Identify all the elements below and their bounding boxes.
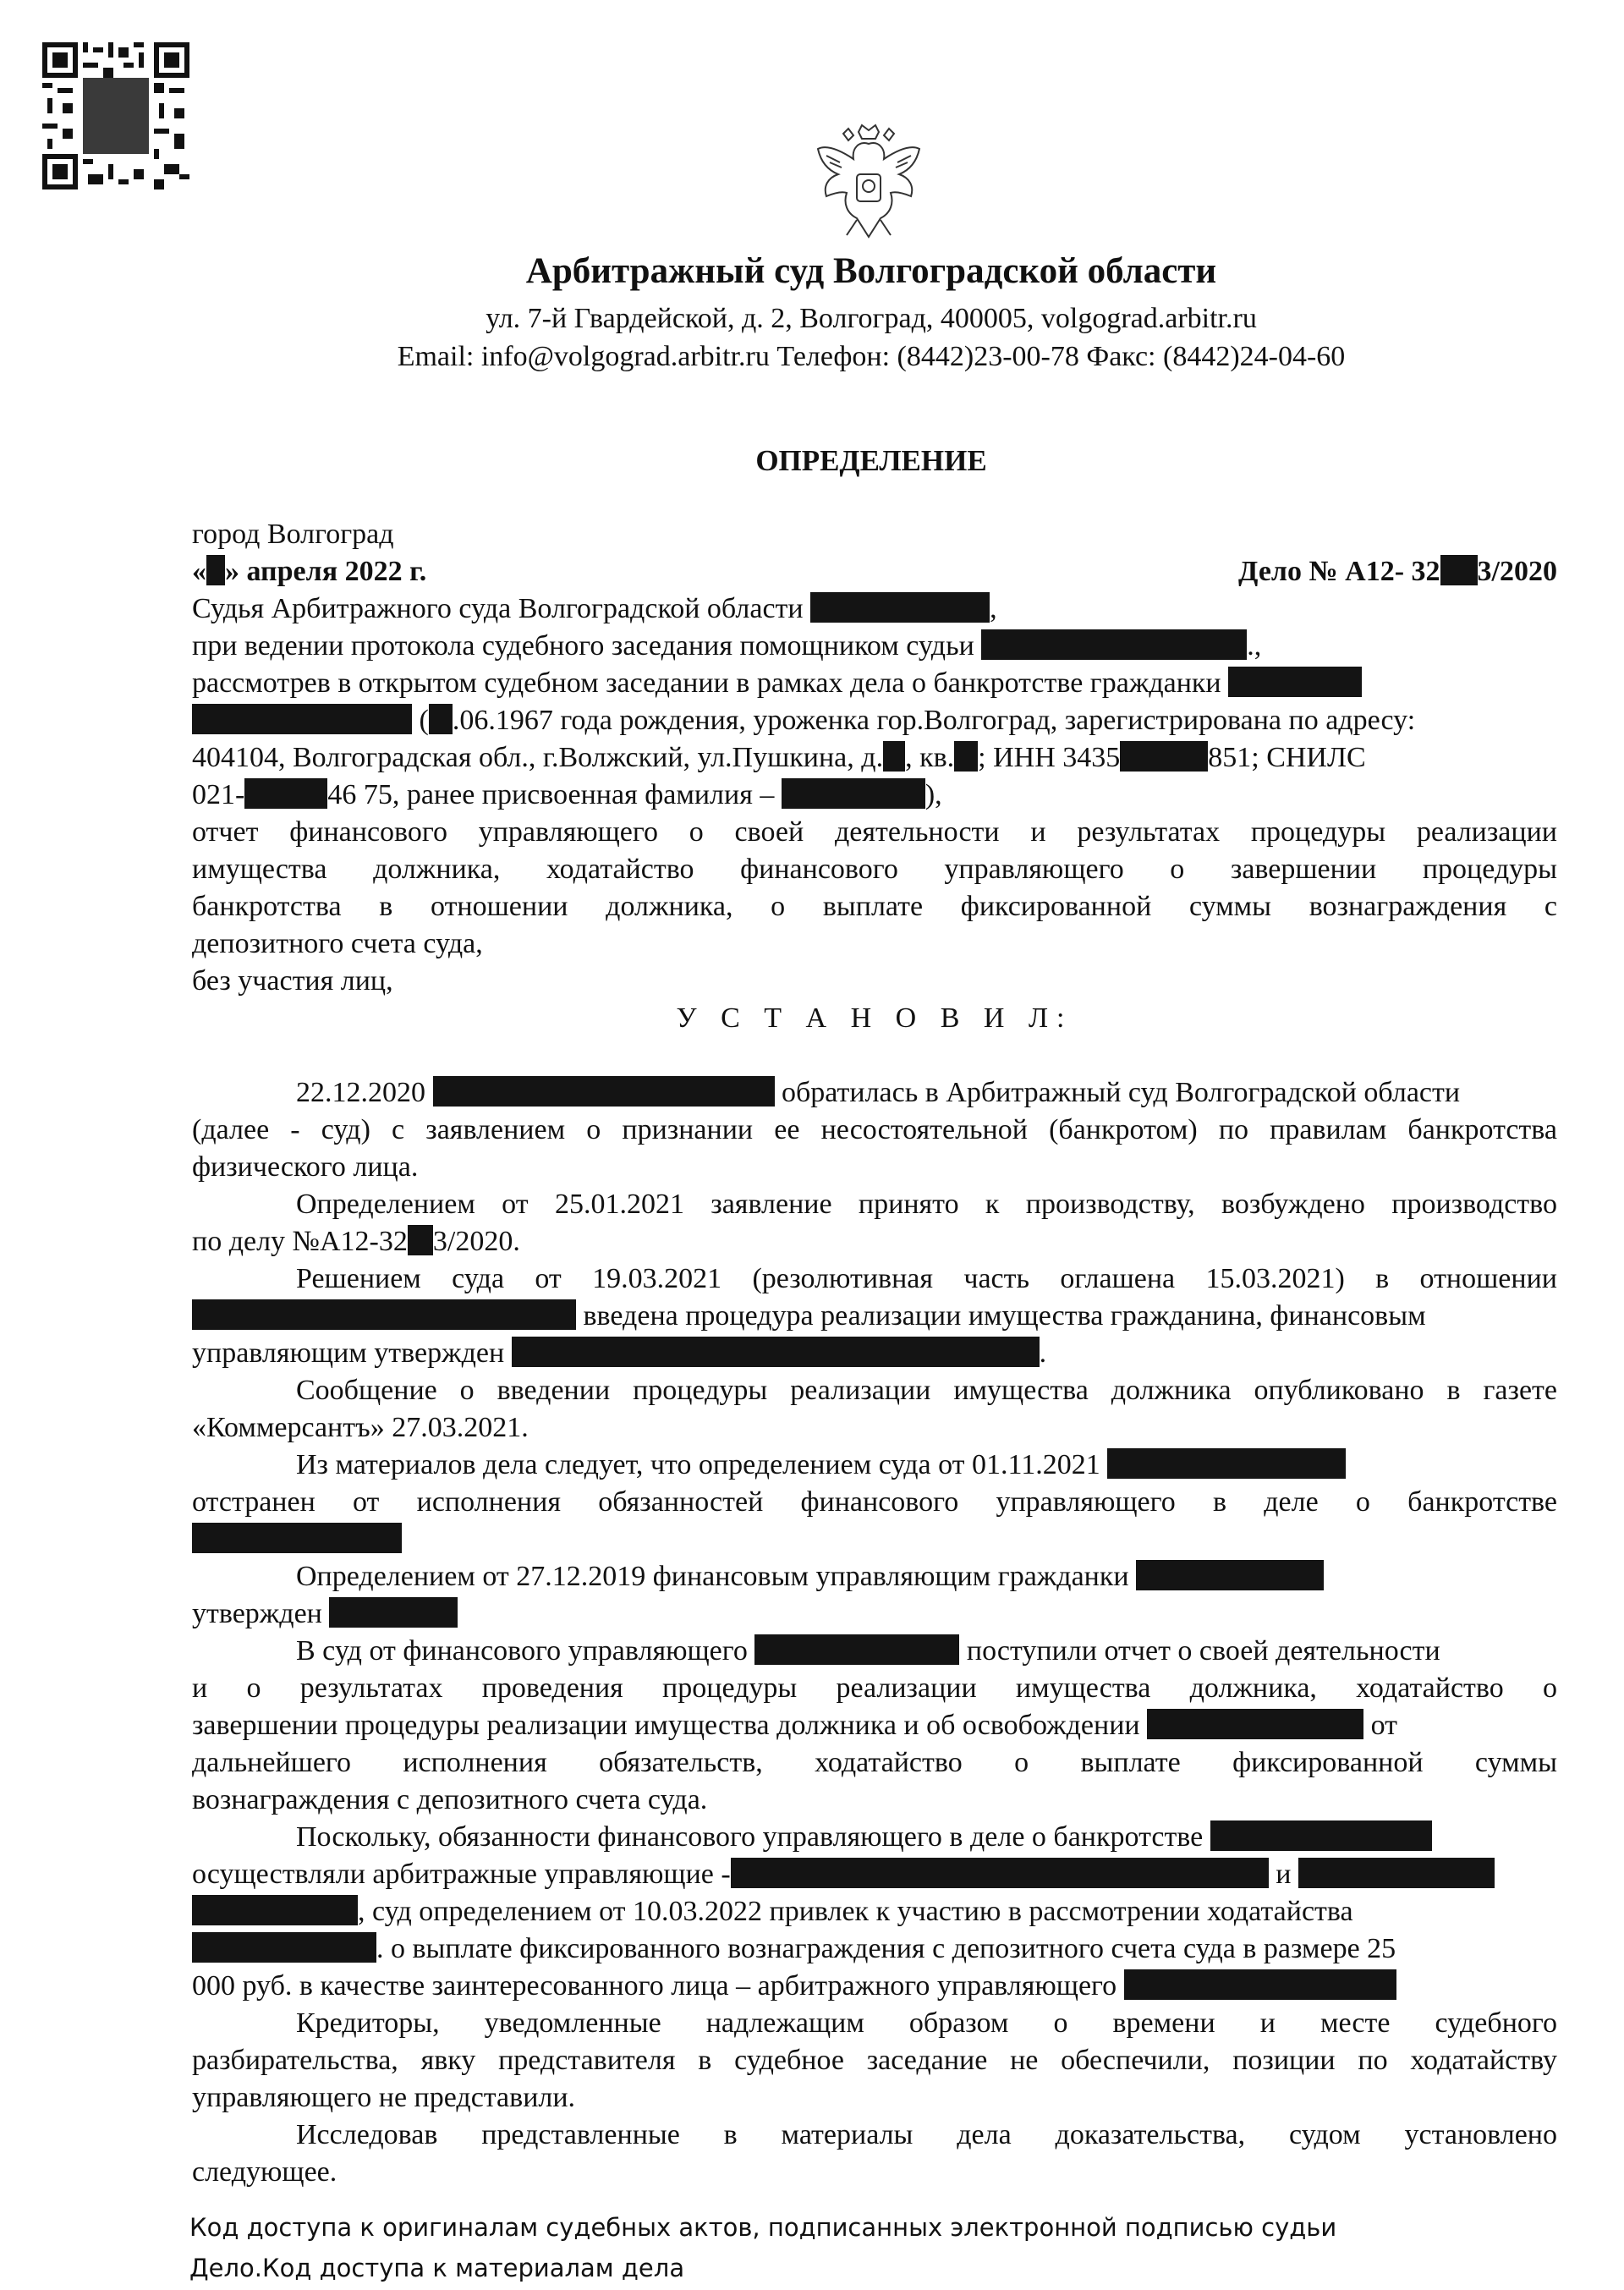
case-number: Дело № А12- 32 3/2020	[1238, 556, 1557, 587]
redaction	[192, 704, 412, 734]
redaction	[429, 704, 453, 734]
intro-line: без участия лиц,	[192, 965, 393, 997]
paragraph-line: 22.12.2020 обратилась в Арбитражный суд Волгоградской области	[296, 1077, 1461, 1108]
redaction	[329, 1597, 458, 1628]
paragraph-line: Поскольку, обязанности финансового управляющего в деле о банкротстве	[192, 1819, 1557, 1856]
paragraph-line: Сообщение о введении процедуры реализации имущества должника опубликовано в газете	[296, 1375, 1557, 1406]
redaction	[1124, 1969, 1396, 2000]
paragraph-line: утвержден	[192, 1595, 1557, 1633]
footer-case-access-line: Дело.Код доступа к материалам дела	[189, 2254, 685, 2282]
paragraph-line: Из материалов дела следует, что определением суда от 01.11.2021	[192, 1447, 1557, 1484]
redaction	[1440, 555, 1478, 585]
court-contacts: Email: info@volgograd.arbitr.ru Телефон: (8442)23-00-78 Факс: (8442)24-04-60	[397, 341, 1346, 372]
paragraph-line: Решением суда от 19.03.2021 (резолютивная часть оглашена 15.03.2021) в отношении	[296, 1263, 1557, 1294]
redaction	[1228, 667, 1362, 697]
city-line: город Волгоград	[192, 519, 394, 550]
redaction	[810, 592, 990, 623]
redaction	[1136, 1560, 1324, 1590]
intro-line: банкротства в отношении должника, о выплате фиксированной суммы вознаграждения с	[192, 891, 1557, 922]
court-name: Арбитражный суд Волгоградской области	[525, 251, 1217, 291]
paragraph-line: разбирательства, явку представителя в судебное заседание не обеспечили, позиции по ходатайству	[192, 2045, 1557, 2076]
document-body	[192, 516, 1557, 2191]
paragraph-line: Определением от 27.12.2019 финансовым управляющим гражданки	[192, 1558, 1557, 1595]
intro-line: имущества должника, ходатайство финансового управляющего о завершении процедуры	[192, 854, 1557, 885]
redaction	[1210, 1820, 1432, 1851]
intro-line: 021- 46 75, ранее присвоенная фамилия – ),	[192, 779, 942, 810]
redaction	[731, 1858, 1269, 1888]
paragraph-line: , суд определением от 10.03.2022 привлек к участию в рассмотрении ходатайства	[192, 1893, 1557, 1930]
paragraph-line: и о результатах проведения процедуры реализации имущества должника, ходатайство о	[192, 1672, 1557, 1704]
redaction	[1120, 741, 1208, 772]
footer-access-code-line: Код доступа к оригиналам судебных актов, подписанных электронной подписью судьи	[189, 2213, 1337, 2242]
coat-of-arms-emblem	[809, 118, 928, 245]
intro-line: отчет финансового управляющего о своей деятельности и результатах процедуры реализации	[192, 816, 1557, 848]
paragraph-line: Кредиторы, уведомленные надлежащим образом о времени и месте судебного	[296, 2007, 1557, 2039]
paragraph-line: отстранен от исполнения обязанностей финансового управляющего в деле о банкротстве	[192, 1486, 1557, 1518]
paragraph-line: вознаграждения с депозитного счета суда.	[192, 1784, 708, 1815]
intro-line: депозитного счета суда,	[192, 928, 483, 959]
redaction	[1298, 1858, 1495, 1888]
paragraph-line: В суд от финансового управляющего поступили отчет о своей деятельности	[296, 1635, 1440, 1667]
paragraph-line: следующее.	[192, 2156, 337, 2188]
paragraph-line: «Коммерсантъ» 27.03.2021.	[192, 1412, 529, 1443]
redaction	[754, 1634, 959, 1665]
paragraph-line: Исследовав представленные в материалы дела доказательства, судом установлено	[296, 2119, 1557, 2150]
redaction	[244, 778, 327, 809]
redaction	[192, 1895, 358, 1925]
redaction	[192, 1523, 402, 1553]
redaction	[883, 741, 905, 772]
redaction	[1107, 1448, 1346, 1479]
paragraph-line: физического лица.	[192, 1151, 419, 1183]
section-heading-ustanovil: У С Т А Н О В И Л:	[676, 1002, 1073, 1034]
redaction	[192, 1299, 576, 1330]
date-case-line	[192, 553, 1557, 590]
intro-line: рассмотрев в открытом судебном заседании в рамках дела о банкротстве гражданки	[192, 665, 1557, 702]
paragraph-line: дальнейшего исполнения обязательств, ходатайство о выплате фиксированной суммы	[192, 1747, 1557, 1778]
paragraph-line: (далее - суд) с заявлением о признании ее несостоятельной (банкротом) по правилам банкротства	[192, 1114, 1557, 1145]
paragraph-line	[192, 1521, 1557, 1558]
redaction	[408, 1225, 433, 1255]
paragraph-line: управляющим утвержден .	[192, 1337, 1047, 1369]
intro-line: 404104, Волгоградская обл., г.Волжский, ул.Пушкина, д. , кв. ; ИНН 3435 851; СНИЛС	[192, 742, 1366, 773]
redaction	[206, 555, 225, 585]
paragraph-line: по делу №А12-32 3/2020.	[192, 1226, 520, 1257]
paragraph-line: . о выплате фиксированного вознаграждения с депозитного счета суда в размере 25	[192, 1930, 1557, 1968]
redaction	[1147, 1709, 1363, 1739]
qr-code	[42, 42, 189, 189]
redaction	[512, 1337, 1040, 1367]
paragraph-line: управляющего не представили.	[192, 2082, 576, 2113]
paragraph-line: завершении процедуры реализации имущества должника и об освобождении от	[192, 1710, 1398, 1741]
document-type: ОПРЕДЕЛЕНИЕ	[755, 444, 987, 477]
redaction	[981, 629, 1247, 660]
intro-line: ( .06.1967 года рождения, уроженка гор.Волгоград, зарегистрирована по адресу:	[192, 702, 1557, 739]
redaction	[782, 778, 925, 809]
redaction	[954, 741, 978, 772]
decision-date: « » апреля 2022 г.	[192, 556, 427, 587]
redaction	[192, 1932, 376, 1963]
intro-line: Судья Арбитражного суда Волгоградской области ,	[192, 593, 997, 624]
paragraph-line: 000 руб. в качестве заинтересованного лица – арбитражного управляющего	[192, 1968, 1557, 2005]
paragraph-line: Определением от 25.01.2021 заявление принято к производству, возбуждено производство	[296, 1189, 1557, 1220]
redaction	[433, 1076, 775, 1107]
paragraph-line: введена процедура реализации имущества гражданина, финансовым	[192, 1298, 1557, 1335]
paragraph-line: осуществляли арбитражные управляющие - и	[192, 1856, 1557, 1893]
intro-line: при ведении протокола судебного заседания помощником судьи .,	[192, 630, 1262, 662]
court-address: ул. 7-й Гвардейской, д. 2, Волгоград, 400005, volgograd.arbitr.ru	[486, 303, 1257, 334]
